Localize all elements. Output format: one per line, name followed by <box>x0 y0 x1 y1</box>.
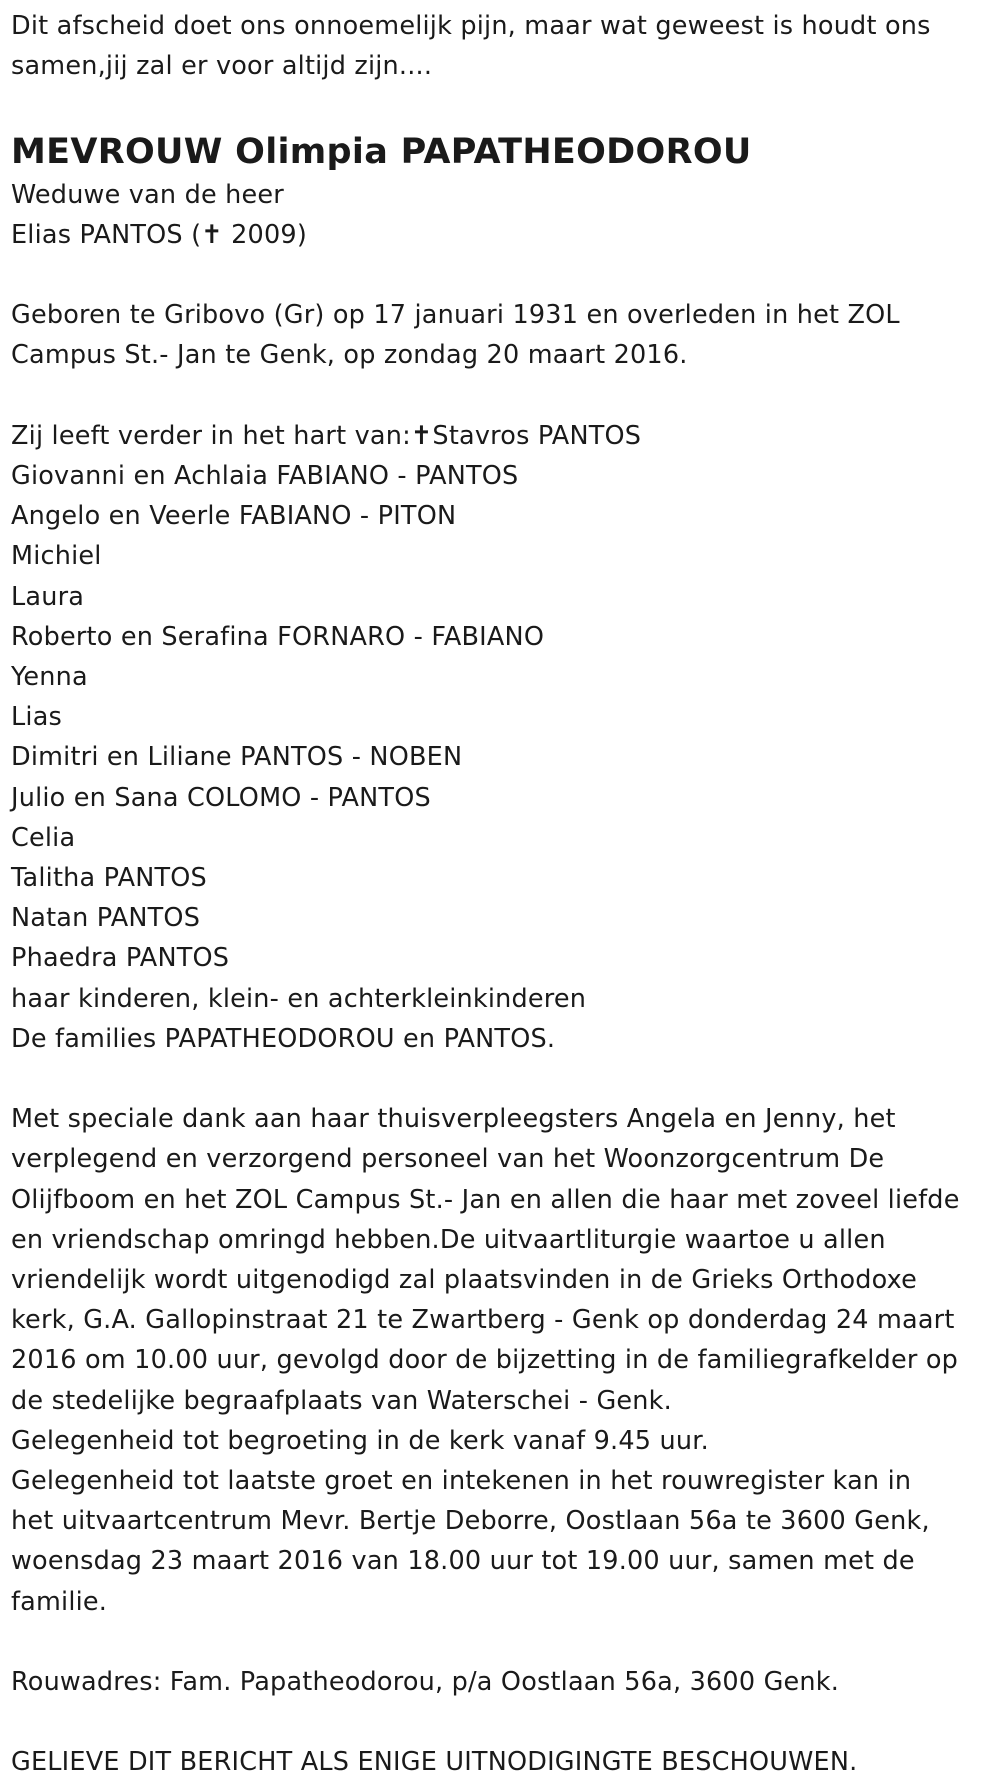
family-line: Lias <box>11 702 63 733</box>
family-line: Laura <box>11 581 85 612</box>
thanks-line: de stedelijke begraafplaats van Waterschei - Genk. <box>11 1385 672 1416</box>
family-line: Giovanni en Achlaia FABIANO - PANTOS <box>11 460 519 491</box>
spacer <box>11 86 988 126</box>
intro-line: Dit afscheid doet ons onnoemelijk pijn, maar wat geweest is houdt ons <box>11 11 931 41</box>
family-line: Celia <box>11 822 76 853</box>
family-line: haar kinderen, klein- en achterkleinkinderen <box>11 983 587 1014</box>
intro-text <box>11 6 988 86</box>
spacer <box>11 255 988 295</box>
widow-line: Elias PANTOS (✝ 2009) <box>11 219 307 250</box>
spacer <box>11 1059 988 1099</box>
thanks-line: 2016 om 10.00 uur, gevolgd door de bijzetting in de familiegrafkelder op <box>11 1345 959 1376</box>
thanks-line: kerk, G.A. Gallopinstraat 21 te Zwartberg - Genk op donderdag 24 maart <box>11 1305 955 1336</box>
thanks-line: Olijfboom en het ZOL Campus St.- Jan en allen die haar met zoveel liefde <box>11 1184 960 1215</box>
family-line: Angelo en Veerle FABIANO - PITON <box>11 501 457 532</box>
thanks-line: Gelegenheid tot laatste groet en intekenen in het rouwregister kan in <box>11 1466 912 1497</box>
thanks-line: woensdag 23 maart 2016 van 18.00 uur tot 19.00 uur, samen met de <box>11 1546 915 1577</box>
birth-death-info <box>11 295 988 375</box>
thanks-line: verplegend en verzorgend personeel van het Woonzorgcentrum De <box>11 1144 885 1175</box>
thanks-line: het uitvaartcentrum Mevr. Bertje Deborre, Oostlaan 56a te 3600 Genk, <box>11 1506 930 1537</box>
family-line: Julio en Sana COLOMO - PANTOS <box>11 782 431 813</box>
family-line: De families PAPATHEODOROU en PANTOS. <box>11 1023 556 1054</box>
spacer <box>11 1622 988 1662</box>
thanks-line: familie. <box>11 1586 108 1617</box>
family-line: Yenna <box>11 662 88 692</box>
spacer <box>11 376 988 416</box>
family-line: Dimitri en Liliane PANTOS - NOBEN <box>11 742 463 773</box>
birth-line: Geboren te Gribovo (Gr) op 17 januari 1931 en overleden in het ZOL <box>11 300 900 331</box>
deceased-name: MEVROUW Olimpia PAPATHEODOROU <box>11 131 752 172</box>
family-line: Roberto en Serafina FORNARO - FABIANO <box>11 621 545 652</box>
thanks-line: en vriendschap omringd hebben.De uitvaartliturgie waartoe u allen <box>11 1224 886 1255</box>
thanks-line: Met speciale dank aan haar thuisverpleegsters Angela en Jenny, het <box>11 1104 896 1135</box>
widow-line: Weduwe van de heer <box>11 179 284 210</box>
thanks-line: Gelegenheid tot begroeting in de kerk vanaf 9.45 uur. <box>11 1425 709 1456</box>
family-list <box>11 416 988 1059</box>
mourning-address: Rouwadres: Fam. Papatheodorou, p/a Oostlaan 56a, 3600 Genk. <box>11 1667 840 1698</box>
family-line: Natan PANTOS <box>11 903 201 934</box>
spacer <box>11 1702 988 1742</box>
closing-notice: GELIEVE DIT BERICHT ALS ENIGE UITNODIGINGTE BESCHOUWEN. <box>11 1747 858 1778</box>
thanks-and-ceremony <box>11 1099 988 1622</box>
birth-line: Campus St.- Jan te Genk, op zondag 20 maart 2016. <box>11 340 688 371</box>
intro-line: samen,jij zal er voor altijd zijn.... <box>11 51 433 82</box>
thanks-line: vriendelijk wordt uitgenodigd zal plaatsvinden in de Grieks Orthodoxe <box>11 1265 918 1296</box>
family-line: Talitha PANTOS <box>11 863 207 894</box>
widow-info <box>11 175 988 255</box>
family-line: Zij leeft verder in het hart van:✝Stavros PANTOS <box>11 420 642 451</box>
family-line: Michiel <box>11 541 102 572</box>
family-line: Phaedra PANTOS <box>11 943 230 974</box>
